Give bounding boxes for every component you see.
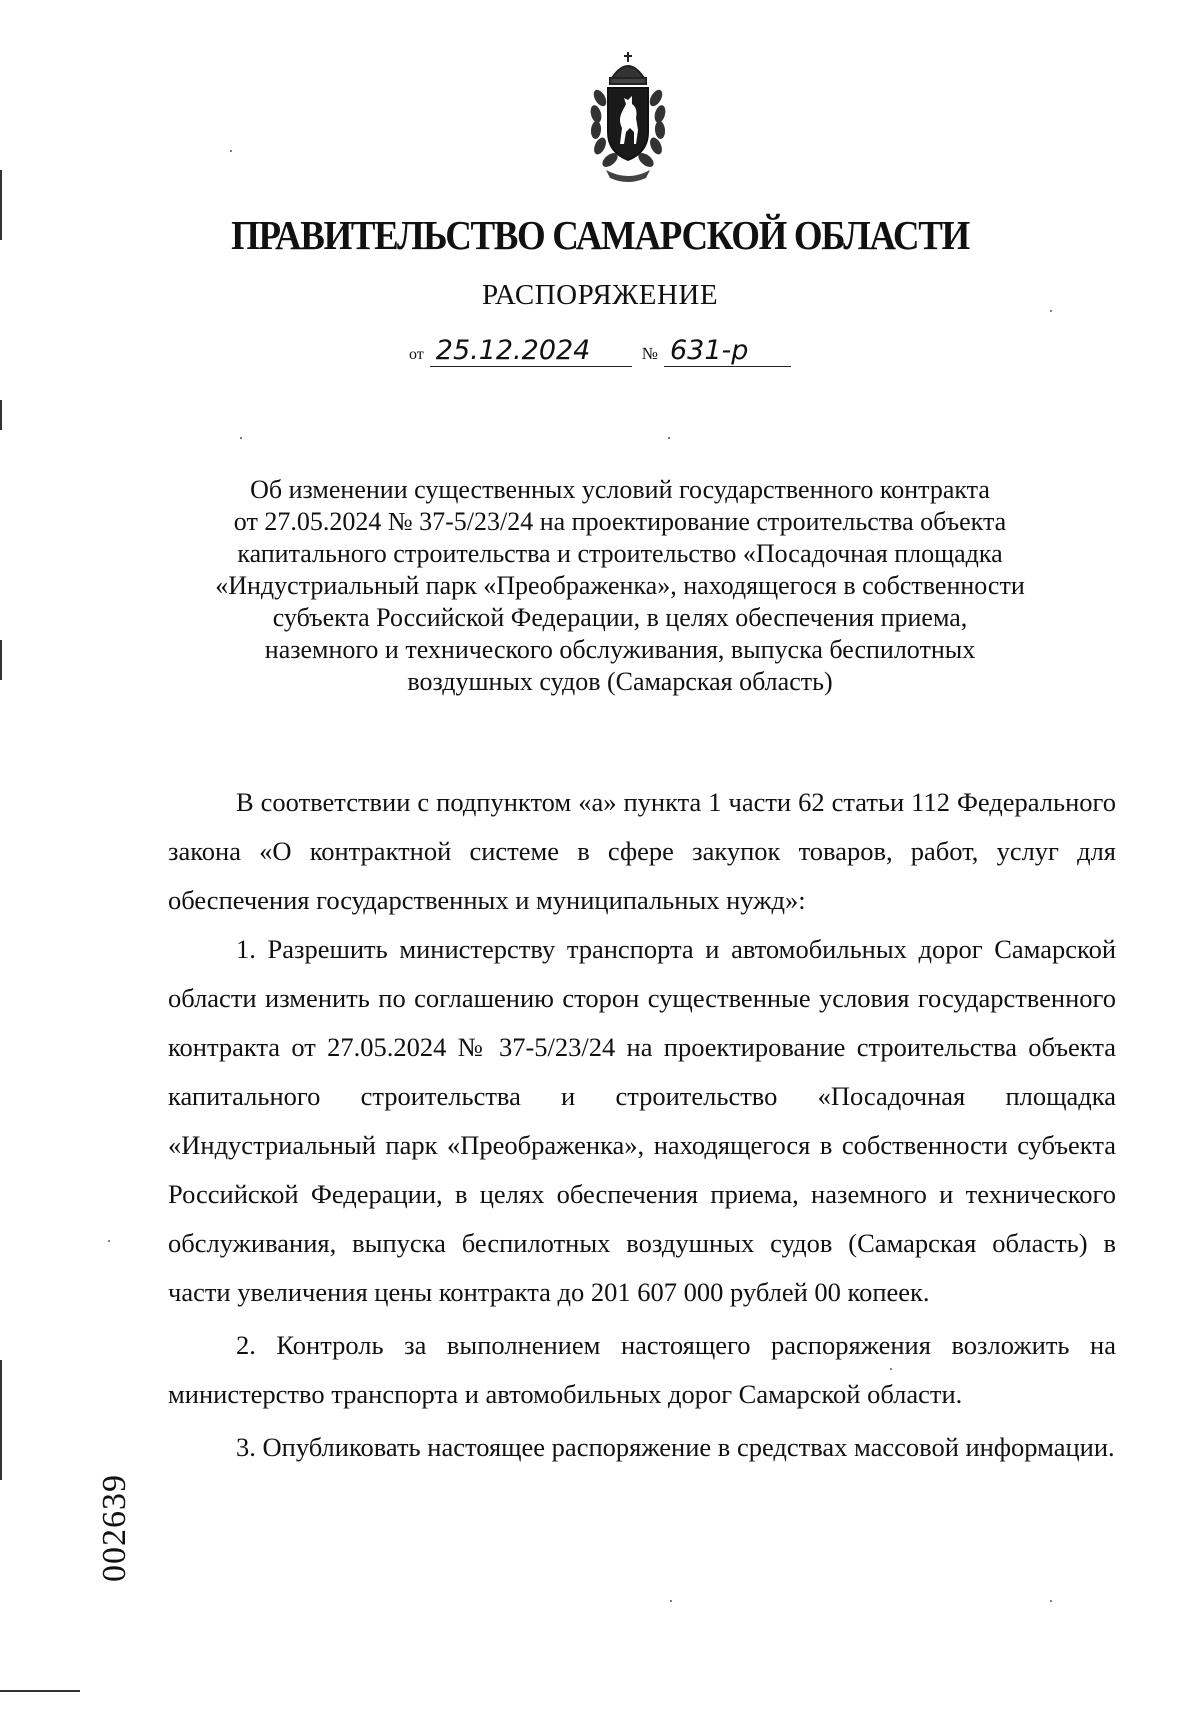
scan-speck: [230, 150, 232, 152]
scan-speck: [1050, 1600, 1052, 1602]
date-number-line: [0, 334, 1200, 375]
side-stamp-text: 002639: [96, 1474, 133, 1582]
body-paragraph-item-1: 1. Разрешить министерству транспорта и автомобильных дорог Самарской области изменить по соглашению сторон существенные условия государственного контракта от 27.05.2024 № 37-5/23/24 на проектирование строительства объекта капитального строительства и строительство «Посадочная площадка «Индустриальный парк «Преображенка», находящегося в собственности субъекта Российской Федерации, в целях обеспечения приема, наземного и технического обслуживания, выпуска беспилотных воздушных судов (Самарская область) в части увеличения цены контракта до 201 607 000 рублей 00 копеек.: [168, 934, 1116, 1307]
document-body: [168, 778, 1116, 1472]
scan-margin-mark: [0, 1690, 80, 1692]
scan-speck: [240, 437, 242, 439]
scan-margin-mark: [0, 170, 2, 240]
scan-margin-mark: [0, 1360, 2, 1480]
subject-line: воздушных судов (Самарская область): [407, 667, 833, 696]
organization-title: ПРАВИТЕЛЬСТВО САМАРСКОЙ ОБЛАСТИ: [231, 212, 969, 258]
coat-of-arms-emblem: [572, 48, 684, 186]
scan-speck: [670, 1600, 672, 1602]
number-sign: №: [641, 344, 658, 363]
document-subject: [180, 474, 1060, 698]
scan-margin-mark: [0, 640, 2, 680]
scan-speck: [1050, 310, 1052, 312]
body-paragraph-item-3: 3. Опубликовать настоящее распоряжение в средствах массовой информации.: [236, 1432, 1115, 1462]
document-number: 631-р: [664, 336, 791, 367]
document-date: 25.12.2024: [430, 336, 632, 367]
scan-speck: [108, 1240, 110, 1242]
document-type: РАСПОРЯЖЕНИЕ: [481, 279, 719, 311]
body-paragraph-item-2: 2. Контроль за выполнением настоящего распоряжения возложить на министерство транспорта и автомобильных дорог Самарской области.: [168, 1330, 1116, 1409]
subject-line: субъекта Российской Федерации, в целях обеспечения приема,: [272, 603, 968, 632]
subject-line: капитального строительства и строительство «Посадочная площадка: [237, 539, 1003, 568]
subject-line: Об изменении существенных условий государственного контракта: [250, 475, 990, 504]
subject-line: «Индустриальный парк «Преображенка», находящегося в собственности: [215, 571, 1025, 600]
scan-margin-mark: [0, 400, 2, 430]
subject-line: наземного и технического обслуживания, выпуска беспилотных: [264, 635, 976, 664]
date-prefix: от: [408, 346, 424, 363]
subject-line: от 27.05.2024 № 37-5/23/24 на проектирование строительства объекта: [233, 507, 1007, 536]
scan-speck: [890, 1368, 892, 1370]
body-paragraph-preamble: В соответствии с подпунктом «а» пункта 1 части 62 статьи 112 Федерального закона «О контрактной системе в сфере закупок товаров, работ, услуг для обеспечения государственных и муниципальных нужд»:: [168, 787, 1116, 915]
scan-speck: [668, 437, 670, 439]
side-stamp-number: [90, 1438, 140, 1618]
